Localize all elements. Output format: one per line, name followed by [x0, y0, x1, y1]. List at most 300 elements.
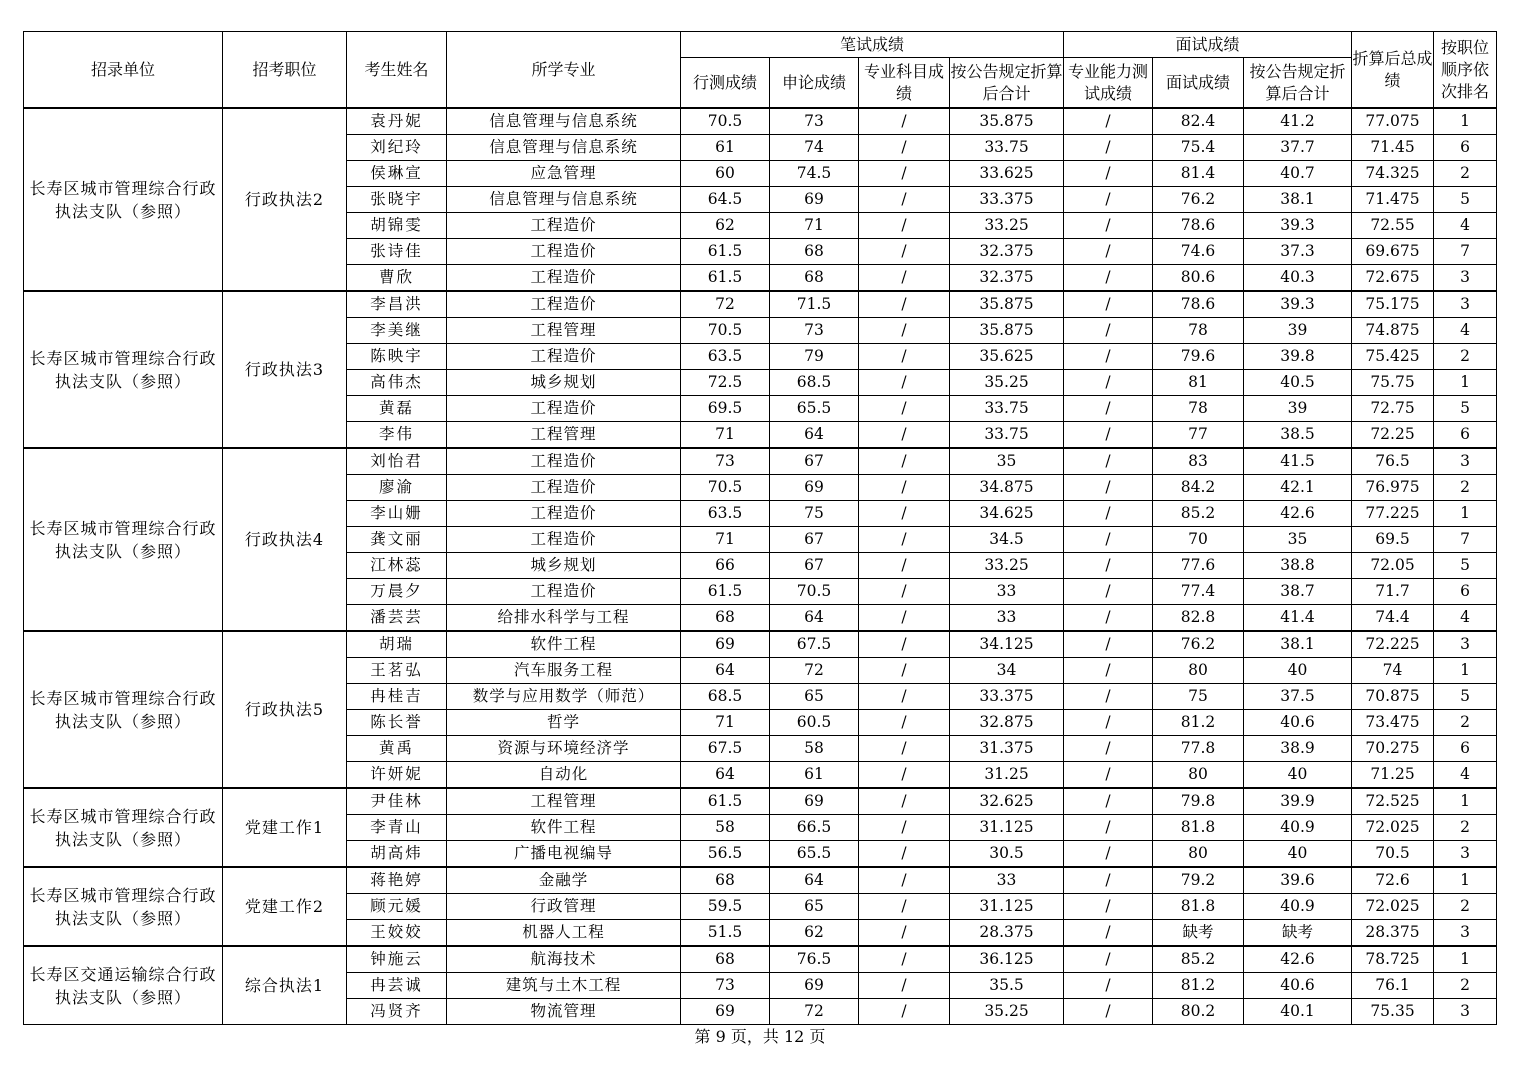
table-row [24, 946, 1497, 973]
cell-interview-score: 81.4 [1153, 161, 1244, 187]
cell-interview-score: 81.2 [1153, 710, 1244, 736]
cell-shenlun-score: 66.5 [770, 815, 859, 841]
cell-xingce-score: 68.5 [681, 684, 770, 710]
header-written-converted: 按公告规定折算后合计 [950, 58, 1064, 109]
cell-interview-score: 81.2 [1153, 973, 1244, 999]
cell-ability-score: / [1064, 553, 1153, 579]
cell-shenlun-score: 61 [770, 762, 859, 789]
cell-unit: 长寿区城市管理综合行政执法支队（参照） [24, 108, 223, 291]
cell-total-score: 75.35 [1352, 999, 1434, 1025]
cell-written-converted: 31.25 [950, 762, 1064, 789]
cell-written-converted: 33.75 [950, 396, 1064, 422]
cell-interview-converted: 37.7 [1244, 135, 1352, 161]
cell-name: 廖渝 [347, 475, 447, 501]
cell-interview-converted: 39.8 [1244, 344, 1352, 370]
header-interview: 面试成绩 [1064, 32, 1352, 58]
cell-unit: 长寿区城市管理综合行政执法支队（参照） [24, 448, 223, 631]
cell-xingce-score: 70.5 [681, 108, 770, 135]
cell-total-score: 72.225 [1352, 631, 1434, 658]
cell-name: 黄磊 [347, 396, 447, 422]
cell-name: 冯贤齐 [347, 999, 447, 1025]
cell-shenlun-score: 64 [770, 867, 859, 894]
cell-xingce-score: 69.5 [681, 396, 770, 422]
cell-rank: 4 [1434, 318, 1497, 344]
cell-rank: 1 [1434, 501, 1497, 527]
cell-total-score: 28.375 [1352, 920, 1434, 947]
cell-subject-score: / [859, 710, 950, 736]
cell-rank: 4 [1434, 605, 1497, 632]
cell-ability-score: / [1064, 631, 1153, 658]
cell-written-converted: 33 [950, 605, 1064, 632]
cell-xingce-score: 68 [681, 605, 770, 632]
cell-xingce-score: 68 [681, 867, 770, 894]
cell-ability-score: / [1064, 344, 1153, 370]
cell-written-converted: 31.125 [950, 894, 1064, 920]
cell-interview-score: 76.2 [1153, 631, 1244, 658]
cell-name: 张诗佳 [347, 239, 447, 265]
cell-xingce-score: 61.5 [681, 239, 770, 265]
cell-subject-score: / [859, 265, 950, 292]
cell-rank: 2 [1434, 894, 1497, 920]
cell-name: 袁丹妮 [347, 108, 447, 135]
cell-interview-score: 77.6 [1153, 553, 1244, 579]
cell-interview-converted: 40.3 [1244, 265, 1352, 292]
cell-interview-score: 83 [1153, 448, 1244, 475]
cell-name: 李青山 [347, 815, 447, 841]
cell-subject-score: / [859, 344, 950, 370]
cell-major: 工程管理 [447, 422, 681, 449]
cell-interview-score: 81 [1153, 370, 1244, 396]
page-footer: 第 9 页，共 12 页 [694, 1027, 826, 1046]
cell-ability-score: / [1064, 946, 1153, 973]
table-row [24, 448, 1497, 475]
cell-xingce-score: 64 [681, 762, 770, 789]
cell-ability-score: / [1064, 815, 1153, 841]
cell-ability-score: / [1064, 999, 1153, 1025]
cell-written-converted: 33 [950, 579, 1064, 605]
cell-interview-converted: 40.1 [1244, 999, 1352, 1025]
cell-rank: 6 [1434, 579, 1497, 605]
cell-interview-converted: 42.1 [1244, 475, 1352, 501]
cell-major: 应急管理 [447, 161, 681, 187]
header-interview-score: 面试成绩 [1153, 58, 1244, 109]
cell-shenlun-score: 68.5 [770, 370, 859, 396]
cell-major: 软件工程 [447, 815, 681, 841]
cell-position: 行政执法3 [223, 291, 347, 448]
header-major: 所学专业 [447, 32, 681, 109]
cell-shenlun-score: 58 [770, 736, 859, 762]
cell-xingce-score: 59.5 [681, 894, 770, 920]
cell-xingce-score: 61.5 [681, 265, 770, 292]
cell-written-converted: 33.375 [950, 684, 1064, 710]
cell-major: 信息管理与信息系统 [447, 108, 681, 135]
cell-name: 万晨夕 [347, 579, 447, 605]
cell-shenlun-score: 60.5 [770, 710, 859, 736]
cell-interview-converted: 40.9 [1244, 894, 1352, 920]
cell-name: 江林蕊 [347, 553, 447, 579]
cell-written-converted: 31.375 [950, 736, 1064, 762]
cell-subject-score: / [859, 815, 950, 841]
cell-subject-score: / [859, 999, 950, 1025]
cell-rank: 6 [1434, 135, 1497, 161]
table-row [24, 631, 1497, 658]
cell-interview-score: 缺考 [1153, 920, 1244, 947]
cell-written-converted: 35.25 [950, 370, 1064, 396]
cell-xingce-score: 64.5 [681, 187, 770, 213]
cell-written-converted: 33.75 [950, 422, 1064, 449]
cell-position: 行政执法5 [223, 631, 347, 788]
cell-written-converted: 35.875 [950, 108, 1064, 135]
cell-rank: 5 [1434, 553, 1497, 579]
cell-unit: 长寿区城市管理综合行政执法支队（参照） [24, 291, 223, 448]
cell-subject-score: / [859, 370, 950, 396]
cell-ability-score: / [1064, 239, 1153, 265]
cell-total-score: 72.6 [1352, 867, 1434, 894]
cell-rank: 1 [1434, 658, 1497, 684]
cell-subject-score: / [859, 867, 950, 894]
cell-major: 行政管理 [447, 894, 681, 920]
cell-written-converted: 35.875 [950, 291, 1064, 318]
cell-major: 工程造价 [447, 475, 681, 501]
cell-shenlun-score: 64 [770, 422, 859, 449]
cell-written-converted: 30.5 [950, 841, 1064, 868]
cell-name: 冉桂吉 [347, 684, 447, 710]
cell-rank: 5 [1434, 396, 1497, 422]
cell-interview-score: 78.6 [1153, 213, 1244, 239]
header-shenlun: 申论成绩 [770, 58, 859, 109]
cell-total-score: 74.325 [1352, 161, 1434, 187]
cell-interview-converted: 39.3 [1244, 291, 1352, 318]
cell-total-score: 70.5 [1352, 841, 1434, 868]
cell-rank: 5 [1434, 684, 1497, 710]
cell-ability-score: / [1064, 370, 1153, 396]
cell-rank: 7 [1434, 239, 1497, 265]
header-xingce: 行测成绩 [681, 58, 770, 109]
score-sheet [23, 31, 1497, 1025]
cell-written-converted: 34.125 [950, 631, 1064, 658]
cell-subject-score: / [859, 946, 950, 973]
cell-total-score: 75.75 [1352, 370, 1434, 396]
cell-subject-score: / [859, 501, 950, 527]
cell-interview-score: 78.6 [1153, 291, 1244, 318]
cell-name: 顾元媛 [347, 894, 447, 920]
cell-ability-score: / [1064, 894, 1153, 920]
cell-name: 胡高炜 [347, 841, 447, 868]
cell-xingce-score: 56.5 [681, 841, 770, 868]
cell-name: 潘芸芸 [347, 605, 447, 632]
cell-written-converted: 28.375 [950, 920, 1064, 947]
cell-interview-score: 85.2 [1153, 946, 1244, 973]
cell-rank: 2 [1434, 710, 1497, 736]
table-row [24, 867, 1497, 894]
cell-major: 航海技术 [447, 946, 681, 973]
cell-interview-score: 84.2 [1153, 475, 1244, 501]
table-row [24, 108, 1497, 135]
header-unit: 招录单位 [24, 32, 223, 109]
cell-xingce-score: 71 [681, 527, 770, 553]
cell-interview-converted: 38.5 [1244, 422, 1352, 449]
cell-subject-score: / [859, 631, 950, 658]
cell-shenlun-score: 67.5 [770, 631, 859, 658]
cell-interview-score: 85.2 [1153, 501, 1244, 527]
cell-interview-score: 81.8 [1153, 894, 1244, 920]
cell-interview-score: 82.4 [1153, 108, 1244, 135]
table-header [24, 32, 1497, 109]
cell-xingce-score: 73 [681, 448, 770, 475]
cell-total-score: 72.675 [1352, 265, 1434, 292]
header-name: 考生姓名 [347, 32, 447, 109]
cell-written-converted: 33 [950, 867, 1064, 894]
cell-rank: 1 [1434, 108, 1497, 135]
cell-total-score: 71.475 [1352, 187, 1434, 213]
cell-ability-score: / [1064, 501, 1153, 527]
header-written: 笔试成绩 [681, 32, 1064, 58]
cell-ability-score: / [1064, 135, 1153, 161]
cell-ability-score: / [1064, 213, 1153, 239]
cell-subject-score: / [859, 841, 950, 868]
cell-subject-score: / [859, 920, 950, 947]
cell-interview-score: 80.2 [1153, 999, 1244, 1025]
cell-shenlun-score: 79 [770, 344, 859, 370]
header-interview-converted: 按公告规定折算后合计 [1244, 58, 1352, 109]
cell-name: 许妍妮 [347, 762, 447, 789]
cell-ability-score: / [1064, 187, 1153, 213]
cell-name: 刘怡君 [347, 448, 447, 475]
cell-shenlun-score: 69 [770, 475, 859, 501]
cell-major: 机器人工程 [447, 920, 681, 947]
cell-interview-converted: 39.9 [1244, 788, 1352, 815]
cell-shenlun-score: 65.5 [770, 841, 859, 868]
cell-name: 陈映宇 [347, 344, 447, 370]
cell-interview-converted: 38.8 [1244, 553, 1352, 579]
cell-rank: 1 [1434, 788, 1497, 815]
cell-shenlun-score: 72 [770, 999, 859, 1025]
cell-xingce-score: 71 [681, 422, 770, 449]
cell-rank: 4 [1434, 213, 1497, 239]
cell-rank: 2 [1434, 344, 1497, 370]
cell-written-converted: 34 [950, 658, 1064, 684]
cell-ability-score: / [1064, 762, 1153, 789]
cell-major: 工程造价 [447, 239, 681, 265]
cell-shenlun-score: 67 [770, 527, 859, 553]
cell-ability-score: / [1064, 475, 1153, 501]
cell-name: 蒋艳婷 [347, 867, 447, 894]
cell-xingce-score: 67.5 [681, 736, 770, 762]
cell-major: 资源与环境经济学 [447, 736, 681, 762]
cell-shenlun-score: 69 [770, 187, 859, 213]
cell-unit: 长寿区城市管理综合行政执法支队（参照） [24, 788, 223, 867]
cell-ability-score: / [1064, 736, 1153, 762]
cell-ability-score: / [1064, 867, 1153, 894]
cell-major: 数学与应用数学（师范） [447, 684, 681, 710]
cell-name: 高伟杰 [347, 370, 447, 396]
cell-major: 汽车服务工程 [447, 658, 681, 684]
cell-xingce-score: 68 [681, 946, 770, 973]
cell-shenlun-score: 68 [770, 265, 859, 292]
cell-shenlun-score: 67 [770, 448, 859, 475]
cell-total-score: 74 [1352, 658, 1434, 684]
cell-interview-score: 79.8 [1153, 788, 1244, 815]
cell-written-converted: 36.125 [950, 946, 1064, 973]
cell-written-converted: 35.625 [950, 344, 1064, 370]
cell-subject-score: / [859, 213, 950, 239]
cell-shenlun-score: 76.5 [770, 946, 859, 973]
cell-ability-score: / [1064, 788, 1153, 815]
cell-ability-score: / [1064, 605, 1153, 632]
cell-major: 哲学 [447, 710, 681, 736]
cell-xingce-score: 72.5 [681, 370, 770, 396]
cell-major: 信息管理与信息系统 [447, 187, 681, 213]
cell-shenlun-score: 69 [770, 788, 859, 815]
cell-written-converted: 35.875 [950, 318, 1064, 344]
cell-subject-score: / [859, 579, 950, 605]
cell-rank: 3 [1434, 448, 1497, 475]
cell-shenlun-score: 74.5 [770, 161, 859, 187]
cell-interview-converted: 39.6 [1244, 867, 1352, 894]
cell-total-score: 76.5 [1352, 448, 1434, 475]
cell-subject-score: / [859, 527, 950, 553]
cell-subject-score: / [859, 135, 950, 161]
cell-total-score: 73.475 [1352, 710, 1434, 736]
cell-interview-score: 77.4 [1153, 579, 1244, 605]
cell-written-converted: 33.375 [950, 187, 1064, 213]
cell-total-score: 77.075 [1352, 108, 1434, 135]
cell-rank: 3 [1434, 999, 1497, 1025]
cell-interview-score: 78 [1153, 318, 1244, 344]
cell-interview-converted: 38.9 [1244, 736, 1352, 762]
cell-written-converted: 32.625 [950, 788, 1064, 815]
cell-rank: 6 [1434, 736, 1497, 762]
cell-shenlun-score: 69 [770, 973, 859, 999]
cell-name: 张晓宇 [347, 187, 447, 213]
cell-major: 工程造价 [447, 265, 681, 292]
cell-written-converted: 33.75 [950, 135, 1064, 161]
cell-interview-converted: 40.5 [1244, 370, 1352, 396]
cell-ability-score: / [1064, 920, 1153, 947]
cell-ability-score: / [1064, 658, 1153, 684]
cell-interview-score: 82.8 [1153, 605, 1244, 632]
cell-major: 工程管理 [447, 318, 681, 344]
cell-total-score: 72.75 [1352, 396, 1434, 422]
cell-major: 工程造价 [447, 527, 681, 553]
cell-rank: 2 [1434, 161, 1497, 187]
cell-shenlun-score: 68 [770, 239, 859, 265]
cell-xingce-score: 64 [681, 658, 770, 684]
cell-name: 曹欣 [347, 265, 447, 292]
cell-written-converted: 32.875 [950, 710, 1064, 736]
cell-written-converted: 34.5 [950, 527, 1064, 553]
cell-written-converted: 32.375 [950, 239, 1064, 265]
cell-interview-converted: 39 [1244, 396, 1352, 422]
cell-rank: 6 [1434, 422, 1497, 449]
table-row [24, 291, 1497, 318]
cell-xingce-score: 61.5 [681, 788, 770, 815]
cell-ability-score: / [1064, 291, 1153, 318]
cell-name: 李美继 [347, 318, 447, 344]
cell-total-score: 70.275 [1352, 736, 1434, 762]
cell-major: 工程管理 [447, 788, 681, 815]
cell-total-score: 72.025 [1352, 894, 1434, 920]
cell-total-score: 71.45 [1352, 135, 1434, 161]
cell-rank: 4 [1434, 762, 1497, 789]
cell-total-score: 77.225 [1352, 501, 1434, 527]
cell-interview-score: 79.6 [1153, 344, 1244, 370]
cell-interview-score: 80 [1153, 841, 1244, 868]
cell-name: 尹佳林 [347, 788, 447, 815]
cell-interview-converted: 41.4 [1244, 605, 1352, 632]
cell-name: 刘纪玲 [347, 135, 447, 161]
cell-major: 给排水科学与工程 [447, 605, 681, 632]
cell-interview-converted: 40.7 [1244, 161, 1352, 187]
cell-interview-converted: 40.9 [1244, 815, 1352, 841]
cell-interview-score: 78 [1153, 396, 1244, 422]
cell-rank: 2 [1434, 973, 1497, 999]
cell-written-converted: 35 [950, 448, 1064, 475]
cell-total-score: 72.55 [1352, 213, 1434, 239]
cell-interview-score: 80 [1153, 762, 1244, 789]
cell-interview-converted: 40 [1244, 658, 1352, 684]
cell-major: 工程造价 [447, 448, 681, 475]
cell-name: 龚文丽 [347, 527, 447, 553]
cell-written-converted: 31.125 [950, 815, 1064, 841]
cell-interview-converted: 38.1 [1244, 631, 1352, 658]
cell-rank: 1 [1434, 867, 1497, 894]
cell-subject-score: / [859, 422, 950, 449]
cell-interview-converted: 38.7 [1244, 579, 1352, 605]
cell-interview-converted: 40 [1244, 762, 1352, 789]
cell-rank: 3 [1434, 920, 1497, 947]
cell-total-score: 76.975 [1352, 475, 1434, 501]
cell-xingce-score: 73 [681, 973, 770, 999]
cell-xingce-score: 71 [681, 710, 770, 736]
cell-interview-score: 75.4 [1153, 135, 1244, 161]
table-body [24, 108, 1497, 1025]
cell-total-score: 75.425 [1352, 344, 1434, 370]
cell-xingce-score: 70.5 [681, 475, 770, 501]
cell-ability-score: / [1064, 108, 1153, 135]
cell-xingce-score: 66 [681, 553, 770, 579]
cell-interview-score: 77 [1153, 422, 1244, 449]
cell-position: 行政执法4 [223, 448, 347, 631]
cell-interview-score: 81.8 [1153, 815, 1244, 841]
cell-ability-score: / [1064, 422, 1153, 449]
cell-interview-score: 80.6 [1153, 265, 1244, 292]
cell-name: 李山姗 [347, 501, 447, 527]
cell-interview-converted: 37.5 [1244, 684, 1352, 710]
cell-total-score: 71.7 [1352, 579, 1434, 605]
cell-interview-converted: 35 [1244, 527, 1352, 553]
cell-ability-score: / [1064, 448, 1153, 475]
cell-interview-converted: 42.6 [1244, 501, 1352, 527]
cell-interview-score: 75 [1153, 684, 1244, 710]
cell-interview-converted: 40.6 [1244, 710, 1352, 736]
cell-ability-score: / [1064, 396, 1153, 422]
cell-interview-score: 80 [1153, 658, 1244, 684]
cell-rank: 3 [1434, 265, 1497, 292]
cell-major: 金融学 [447, 867, 681, 894]
cell-total-score: 74.875 [1352, 318, 1434, 344]
cell-name: 胡锦雯 [347, 213, 447, 239]
cell-ability-score: / [1064, 710, 1153, 736]
cell-shenlun-score: 70.5 [770, 579, 859, 605]
cell-subject-score: / [859, 187, 950, 213]
header-position: 招考职位 [223, 32, 347, 109]
cell-major: 工程造价 [447, 501, 681, 527]
cell-shenlun-score: 71 [770, 213, 859, 239]
cell-total-score: 69.675 [1352, 239, 1434, 265]
table-row [24, 788, 1497, 815]
header-subject: 专业科目成绩 [859, 58, 950, 109]
